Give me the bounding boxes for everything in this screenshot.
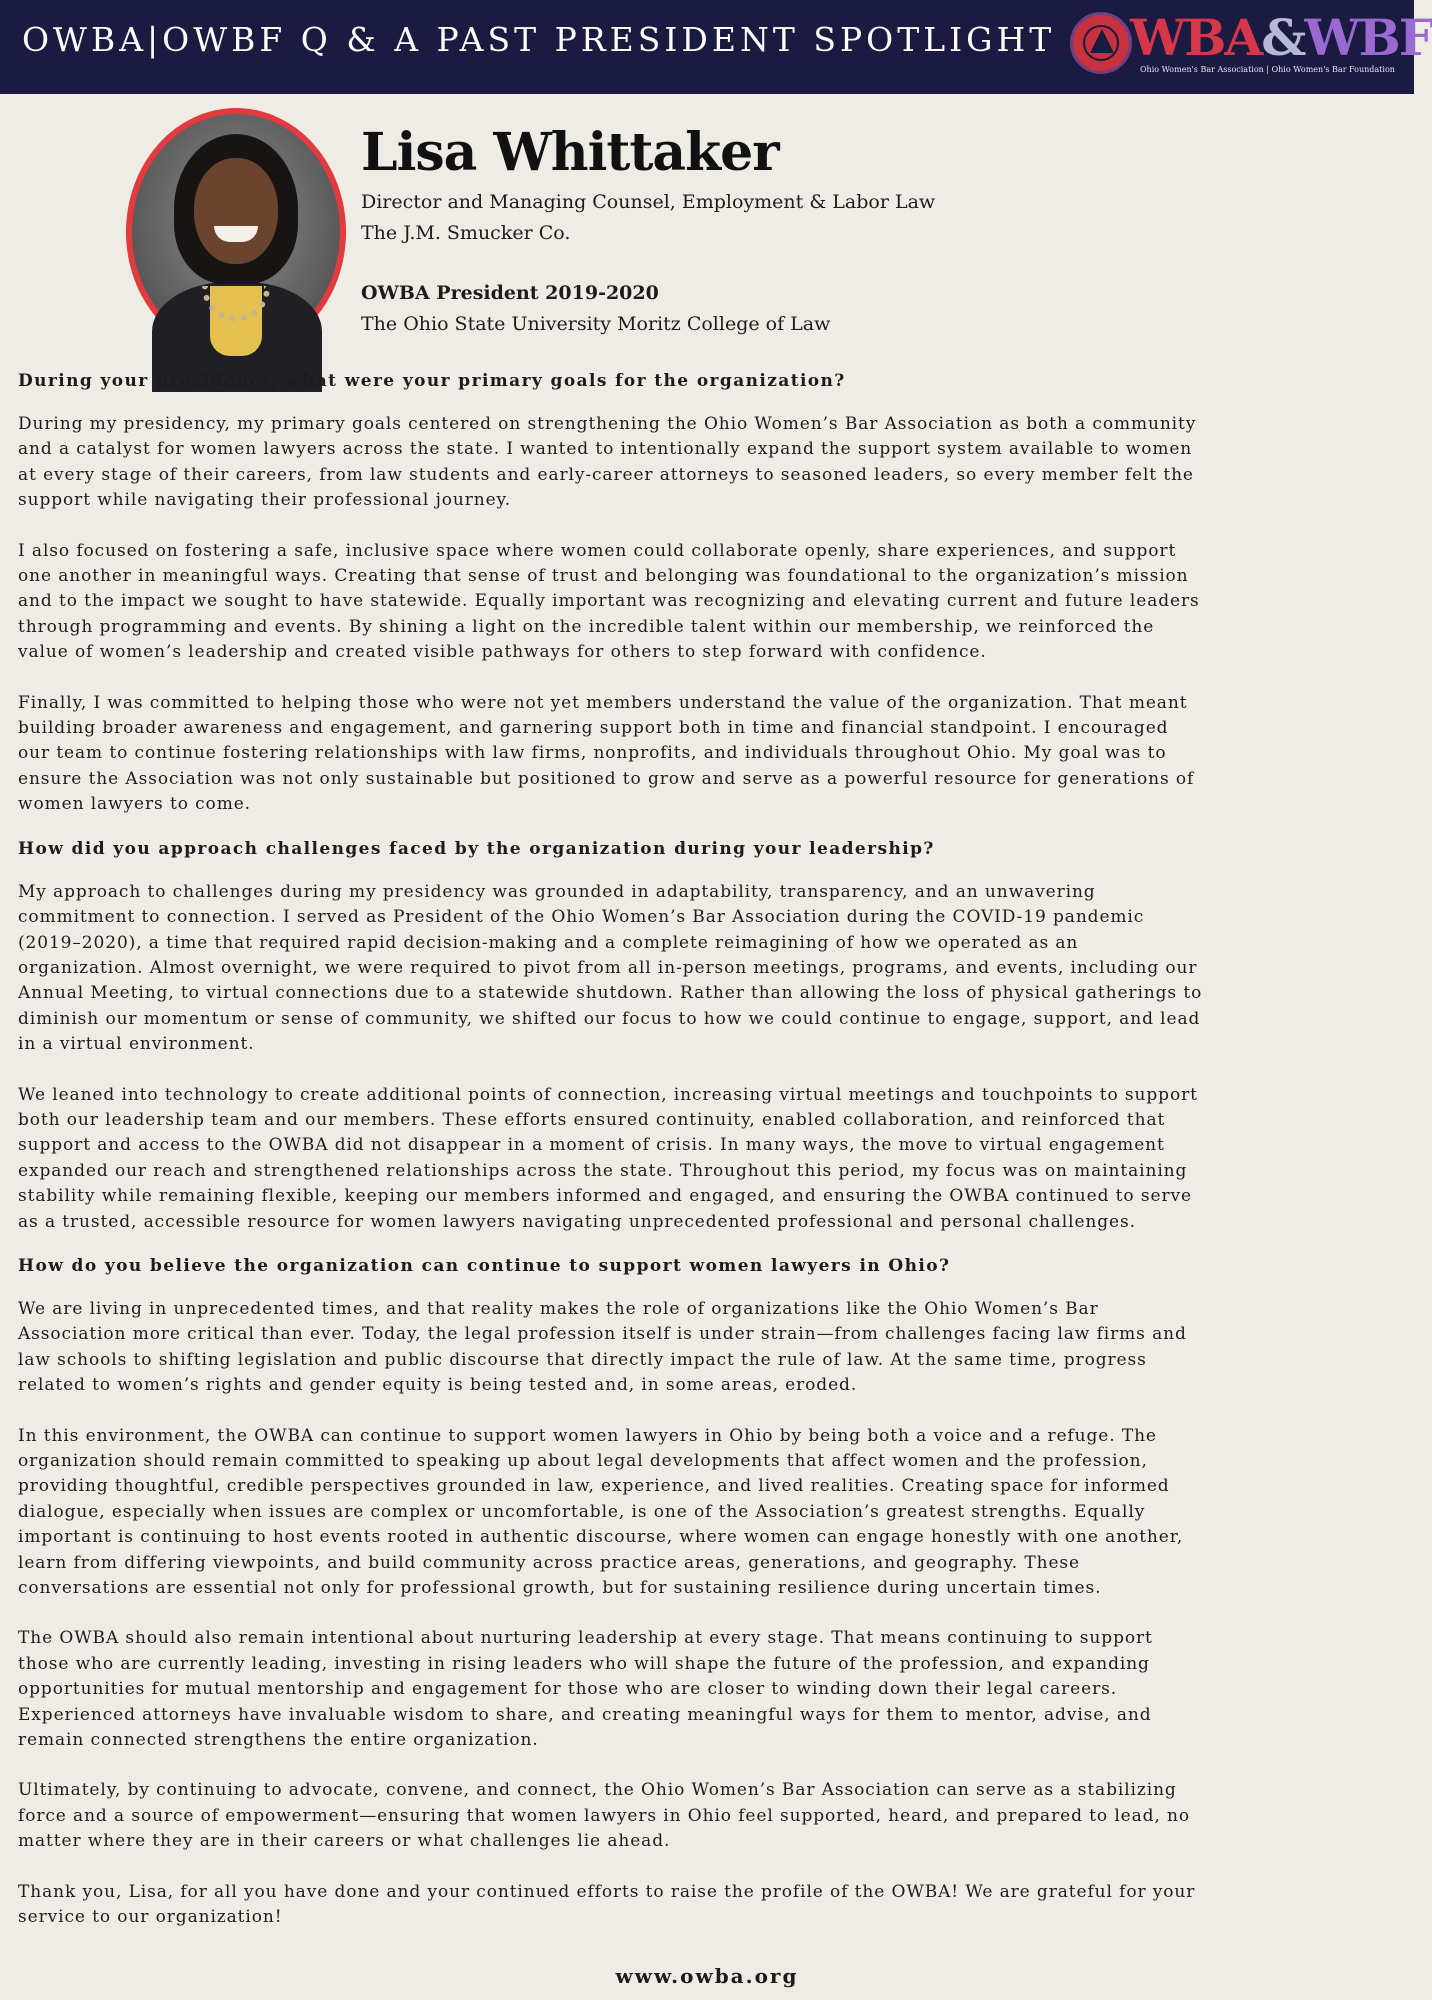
answer-line: ensure the Association was not only sustainable but positioned to grow and serve as a powerful resource for generations of	[18, 768, 1195, 789]
answer-line: at every stage of their careers, from law students and early-career attorneys to seasoned leaders, so every member felt the	[18, 464, 1194, 485]
answer-line: and a catalyst for women lawyers across the state. I wanted to intentionally expand the support system available to women	[18, 439, 1193, 460]
answer-line: one another in meaningful ways. Creating that sense of trust and belonging was foundational to the organization’s mission	[18, 566, 1189, 587]
profile-title: Director and Managing Counsel, Employment & Labor Law	[361, 191, 936, 213]
answer-line: We are living in unprecedented times, and that reality makes the role of organizations like the Ohio Women’s Bar	[18, 1298, 1099, 1319]
answer-line: providing thoughtful, credible perspectives grounded in law, experience, and lived realities. Creating space for informed	[18, 1476, 1170, 1497]
answer-line: law schools to shifting legislation and public discourse that directly impact the rule of law. At the same time, progress	[18, 1349, 1147, 1370]
seal-icon	[1070, 12, 1132, 74]
answer-paragraph	[18, 1083, 1394, 1235]
question-heading: How did you approach challenges faced by the organization during your leadership?	[18, 838, 935, 859]
answer-paragraph	[18, 539, 1394, 666]
answer-line: (2019–2020), a time that required rapid decision-making and a complete reimagining of how we operated as an	[18, 932, 1079, 953]
answer-line: stability while remaining flexible, keeping our members informed and engaged, and ensuring the OWBA continued to serve	[18, 1186, 1192, 1207]
answer-line: We leaned into technology to create additional points of connection, increasing virtual meetings and touchpoints to support	[18, 1084, 1198, 1105]
answer-line: women lawyers to come.	[18, 794, 251, 815]
logo-wordmark: WBA&WBF	[1130, 8, 1432, 67]
answer-line: in a virtual environment.	[18, 1034, 255, 1055]
answer-line: In this environment, the OWBA can continue to support women lawyers in Ohio by being both a voice and a refuge. The	[18, 1425, 1157, 1446]
profile-school: The Ohio State University Moritz College of Law	[361, 313, 831, 335]
profile-presidency: OWBA President 2019-2020	[361, 282, 659, 304]
answer-line: diminish our momentum or sense of community, we shifted our focus to how we could continue to engage, support, and lead	[18, 1008, 1201, 1029]
answer-line: matter where they are in their careers or what challenges lie ahead.	[18, 1831, 671, 1852]
answer-line: our team to continue fostering relationships with law firms, nonprofits, and individuals throughout Ohio. My goal was to	[18, 743, 1167, 764]
answer-line: Finally, I was committed to helping those who were not yet members understand the value of the organization. That meant	[18, 692, 1188, 713]
answer-line: conversations are essential not only for professional growth, but for sustaining resilience during uncertain times.	[18, 1578, 1102, 1599]
answer-line: learn from differing viewpoints, and build community across practice areas, generations, and geography. These	[18, 1552, 1080, 1573]
answer-line: commitment to connection. I served as President of the Ohio Women’s Bar Association during the COVID-19 pandemic	[18, 907, 1145, 928]
answer-line: support and access to the OWBA did not disappear in a moment of crisis. In many ways, the move to virtual engagement	[18, 1135, 1165, 1156]
answer-line: through programming and events. By shining a light on the incredible talent within our membership, we reinforced the	[18, 616, 1155, 637]
answer-line: Experienced attorneys have invaluable wisdom to share, and creating meaningful ways for them to mentor, advise, and	[18, 1704, 1152, 1725]
question-heading: How do you believe the organization can continue to support women lawyers in Ohio?	[18, 1255, 951, 1276]
answer-line: building broader awareness and engagement, and garnering support both in time and financial standpoint. I encouraged	[18, 718, 1169, 739]
footer-url: www.owba.org	[615, 1964, 799, 1988]
answer-line: opportunities for mutual mentorship and engagement for those who are closer to winding down their legal careers.	[18, 1679, 1118, 1700]
answer-line: organization. Almost overnight, we were required to pivot from all in-person meetings, programs, and events, including our	[18, 957, 1198, 978]
profile-company: The J.M. Smucker Co.	[361, 222, 571, 244]
answer-paragraph	[18, 1880, 1394, 1931]
answer-line: The OWBA should also remain intentional about nurturing leadership at every stage. That means continuing to support	[18, 1628, 1153, 1649]
answer-paragraph	[18, 1424, 1394, 1602]
answer-line: force and a source of empowerment—ensuring that women lawyers in Ohio feel supported, heard, and prepared to lead, no	[18, 1805, 1191, 1826]
answer-line: organization should remain committed to speaking up about legal developments that affect women and the profession,	[18, 1451, 1148, 1471]
page-header	[0, 0, 1432, 94]
answer-paragraph	[18, 880, 1394, 1058]
answer-paragraph	[18, 412, 1394, 514]
answer-line: value of women’s leadership and created visible pathways for others to step forward with confidence.	[18, 642, 987, 663]
answer-paragraph	[18, 1626, 1394, 1753]
answer-line: related to women’s rights and gender equity is being tested and, in some areas, eroded.	[18, 1375, 858, 1396]
answer-line: Thank you, Lisa, for all you have done and your continued efforts to raise the profile of the OWBA! We are grateful for your	[18, 1881, 1196, 1902]
portrait-photo	[126, 108, 346, 356]
answer-line: I also focused on fostering a safe, inclusive space where women could collaborate openly, share experiences, and support	[18, 540, 1177, 561]
header-title: OWBA|OWBF Q & A PAST PRESIDENT SPOTLIGHT	[22, 20, 1056, 59]
answer-line: remain connected strengthens the entire organization.	[18, 1730, 539, 1751]
answer-line: both our leadership team and our members. These efforts ensured continuity, enabled collaboration, and reinforced that	[18, 1109, 1166, 1130]
answer-line: During my presidency, my primary goals centered on strengthening the Ohio Women’s Bar Association as both a community	[18, 414, 1197, 434]
answer-line: expanded our reach and strengthened relationships across the state. Throughout this period, my focus was on maintaining	[18, 1160, 1188, 1181]
qa-content	[18, 362, 1394, 1931]
answer-line: those who are currently leading, investing in rising leaders who will shape the future of the profession, and expanding	[18, 1653, 1150, 1674]
logo-subtitle: Ohio Women's Bar Association | Ohio Women's Bar Foundation	[1140, 65, 1395, 74]
answer-line: and to the impact we sought to have statewide. Equally important was recognizing and elevating current and future leaders	[18, 591, 1200, 612]
answer-line: as a trusted, accessible resource for women lawyers navigating unprecedented professional and personal challenges.	[18, 1211, 1136, 1232]
owba-owbf-logo	[1068, 8, 1432, 80]
profile-name: Lisa Whittaker	[361, 122, 779, 183]
answer-line: Association more critical than ever. Today, the legal profession itself is under strain—from challenges facing law firms and	[18, 1324, 1187, 1345]
answer-line: important is continuing to host events rooted in authentic discourse, where women can engage honestly with one another,	[18, 1527, 1184, 1548]
answer-line: dialogue, especially when issues are complex or uncomfortable, is one of the Association’s greatest strengths. Equally	[18, 1501, 1146, 1522]
answer-paragraph	[18, 1297, 1394, 1399]
answer-line: Annual Meeting, to virtual connections due to a statewide shutdown. Rather than allowing the loss of physical gatherings to	[18, 983, 1203, 1004]
answer-line: Ultimately, by continuing to advocate, convene, and connect, the Ohio Women’s Bar Association can serve as a stabilizing	[18, 1780, 1177, 1801]
answer-line: My approach to challenges during my presidency was grounded in adaptability, transparency, and an unwavering	[18, 881, 1096, 902]
answer-paragraph	[18, 691, 1394, 818]
answer-line: service to our organization!	[18, 1907, 283, 1928]
answer-line: support while navigating their professional journey.	[18, 490, 512, 511]
answer-paragraph	[18, 1778, 1394, 1854]
question-heading: During your presidency, what were your primary goals for the organization?	[18, 371, 846, 391]
